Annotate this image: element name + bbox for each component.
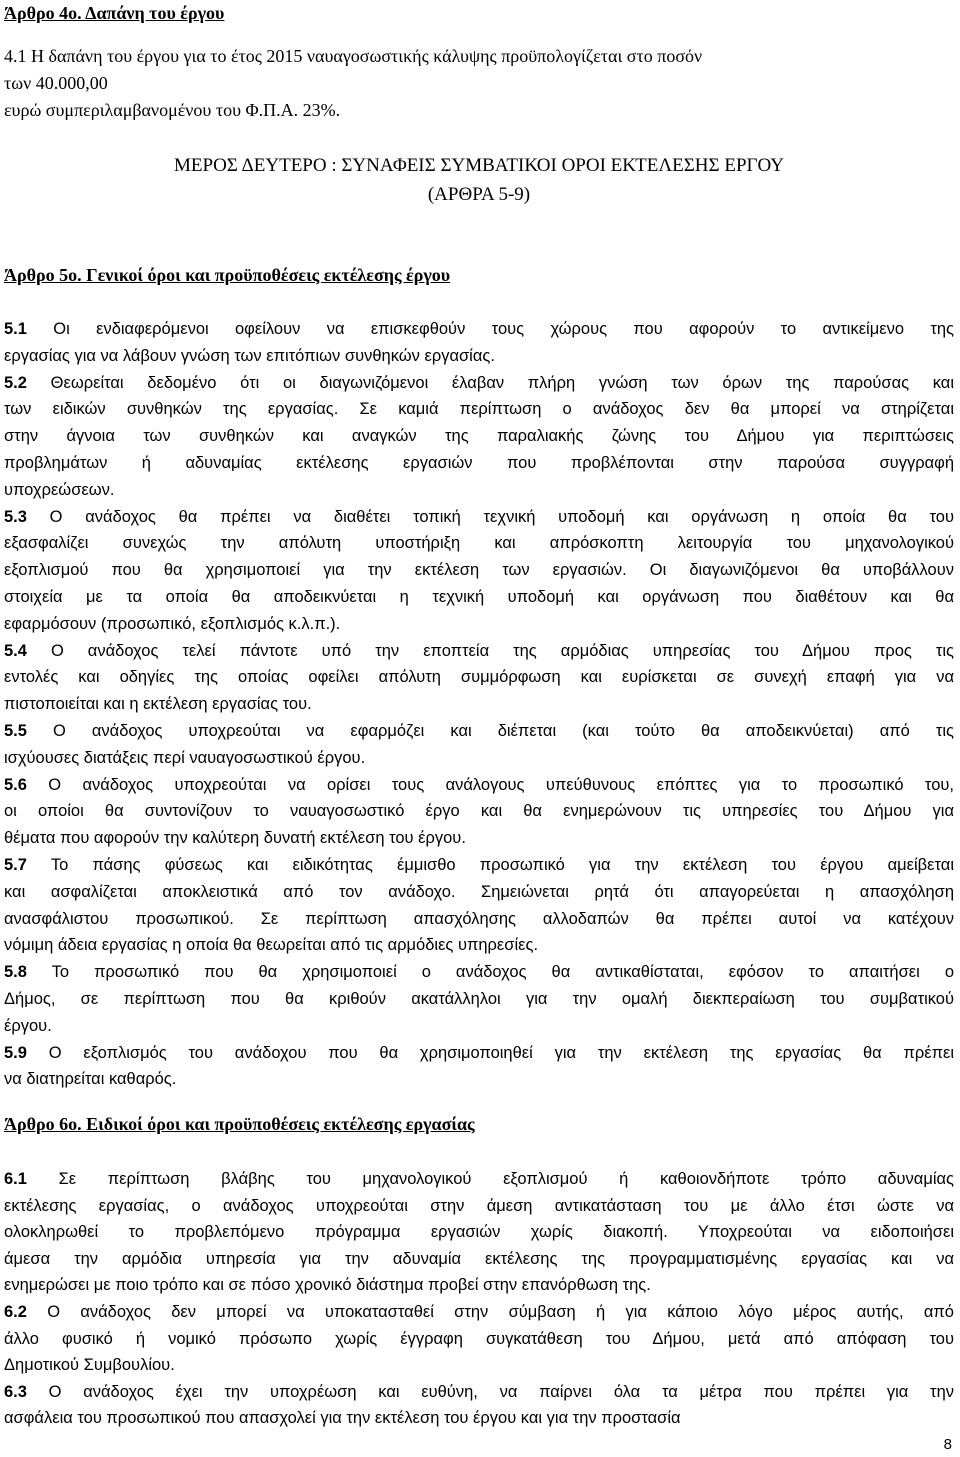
paragraph-text: και ασφαλίζεται αποκλειστικά από τον ανάδοχο. Σημειώνεται ρητά ότι απαγορεύεται η απασχόληση — [4, 882, 954, 901]
paragraph-text: νόμιμη άδεια εργασίας η οποία θα θεωρείται από τις αρμόδιες υπηρεσίες. — [4, 936, 539, 955]
paragraph-text: οι οποίοι θα συντονίζουν το ναυαγοσωστικό έργο και θα ενημερώνουν τις υπηρεσίες του Δήμου για — [4, 802, 954, 821]
paragraph-text: εντολές και οδηγίες της οποίας οφείλει απόλυτη συμμόρφωση και ευρίσκεται σε συνεχή επαφή για να — [4, 668, 954, 687]
paragraph-text: Ο ανάδοχος δεν μπορεί να υποκατασταθεί στην σύμβαση ή για κάποιο λόγο μέρος αυτής, από — [26, 1303, 954, 1321]
paragraph-text: Ο ανάδοχος υποχρεούται να ορίσει τους ανάλογους υπεύθυνους επόπτες για το προσωπικό του, — [26, 775, 954, 794]
paragraph-text: Δημοτικού Συμβουλίου. — [4, 1356, 175, 1375]
paragraph-line — [4, 772, 954, 799]
paragraph-text: ισχύουσες διατάξεις περί ναυαγοσωστικού έργου. — [4, 748, 366, 767]
paragraph-line — [4, 1405, 681, 1432]
paragraph-text: θέματα που αφορούν την καλύτερη δυνατή εκτέλεση του έργου. — [4, 829, 466, 848]
paragraph-number: 5.8 — [4, 963, 27, 982]
paragraph-text: άμεσα την αρμόδια υπηρεσία για την αδυναμία εκτέλεσης της προγραμματισμένης εργασίας και να — [4, 1249, 954, 1268]
paragraph-number: 5.3 — [4, 507, 27, 526]
paragraph-text: υποχρεώσεων. — [4, 480, 115, 499]
page-number: 8 — [943, 1436, 952, 1453]
paragraph-line — [4, 959, 954, 986]
paragraph-number: 5.4 — [4, 641, 27, 660]
paragraph-number: 5.5 — [4, 722, 27, 740]
paragraph-text: άλλο φυσικό ή νομικό πρόσωπο χωρίς έγγραφη συγκατάθεση του Δήμου, μετά από απόφαση του — [4, 1329, 954, 1348]
paragraph-number: 5.6 — [4, 775, 27, 794]
paragraph-text: Θεωρείται δεδομένο ότι οι διαγωνιζόμενοι έλαβαν πλήρη γνώση των όρων της παρούσας και — [26, 373, 954, 392]
paragraph-text: Ο ανάδοχος θα πρέπει να διαθέτει τοπική τεχνική υποδομή και οργάνωση η οποία θα του — [26, 507, 954, 526]
paragraph-line — [4, 691, 312, 718]
paragraph-line — [4, 530, 954, 557]
paragraph-text: εφαρμόσουν (προσωπικό, εξοπλισμός κ.λ.π.). — [4, 614, 341, 633]
paragraph-4-1-line: 4.1 Η δαπάνη του έργου για το έτος 2015 ναυαγοσωστικής κάλυψης προϋπολογίζεται στο ποσόν — [4, 46, 703, 66]
paragraph-text: Ο ανάδοχος υποχρεούται να εφαρμόζει και διέπεται (και τούτο θα αποδεικνύεται) από τις — [26, 722, 954, 740]
paragraph-text: των ειδικών συνθηκών της εργασίας. Σε καμιά περίπτωση ο ανάδοχος δεν θα μπορεί να στηρίζεται — [4, 400, 954, 419]
paragraph-line — [4, 396, 954, 423]
paragraph-line — [4, 557, 954, 584]
paragraph-text: να διατηρείται καθαρός. — [4, 1070, 177, 1089]
article-6-heading: Άρθρο 6ο. Ειδικοί όροι και προϋποθέσεις εκτέλεσης εργασίας — [4, 1114, 475, 1134]
paragraph-text: Δήμος, σε περίπτωση που θα κριθούν ακατάλληλοι για την ομαλή διεκπεραίωση του συμβατικού — [4, 990, 954, 1008]
paragraph-line — [4, 798, 954, 825]
paragraph-line — [4, 1352, 175, 1379]
paragraph-text: ανασφάλιστου προσωπικού. Σε περίπτωση απασχόλησης αλλοδαπών θα πρέπει αυτοί να κατέχουν — [4, 909, 954, 928]
paragraph-line — [4, 718, 954, 745]
paragraph-line — [4, 316, 954, 343]
paragraph-text: πιστοποιείται και η εκτέλεση εργασίας του. — [4, 695, 312, 714]
paragraph-line — [4, 584, 954, 611]
paragraph-line — [4, 852, 954, 879]
article-4-heading: Άρθρο 4ο. Δαπάνη του έργου — [4, 3, 225, 23]
paragraph-text: Σε περίπτωση βλάβης του μηχανολογικού εξοπλισμού ή καθοιονδήποτε τρόπο αδυναμίας — [26, 1170, 954, 1188]
paragraph-number: 6.3 — [4, 1382, 27, 1401]
paragraph-number: 5.2 — [4, 373, 27, 392]
paragraph-text: στοιχεία με τα οποία θα αποδεικνύεται η τεχνική υποδομή και οργάνωση που διαθέτουν και θα — [4, 588, 954, 606]
paragraph-line — [4, 611, 340, 638]
paragraph-line — [4, 477, 114, 504]
part-title: ΜΕΡΟΣ ΔΕΥΤΕΡΟ : ΣΥΝΑΦΕΙΣ ΣΥΜΒΑΤΙΚΟΙ ΟΡΟΙ ΕΚΤΕΛΕΣΗΣ ΕΡΓΟΥ — [174, 155, 784, 176]
paragraph-text: Ο ανάδοχος τελεί πάντοτε υπό την εποπτεία της αρμόδιας υπηρεσίας του Δήμου προς τις — [26, 641, 954, 660]
part-subtitle: (ΑΡΘΡΑ 5-9) — [427, 184, 531, 205]
article-5-heading: Άρθρο 5ο. Γενικοί όροι και προϋποθέσεις εκτέλεσης έργου — [4, 265, 451, 285]
paragraph-line — [4, 1326, 954, 1353]
paragraph-line — [4, 370, 954, 397]
paragraph-line — [4, 638, 954, 665]
paragraph-line — [4, 1166, 954, 1193]
paragraph-line — [4, 343, 495, 370]
paragraph-line — [4, 1272, 651, 1299]
paragraph-number: 5.9 — [4, 1043, 27, 1062]
paragraph-line — [4, 450, 954, 477]
paragraph-text: ασφάλεια του προσωπικού που απασχολεί για την εκτέλεση του έργου και για την προστασία — [4, 1409, 681, 1428]
paragraph-line — [4, 1299, 954, 1326]
paragraph-text: εξοπλισμού που θα χρησιμοποιεί για την εκτέλεση των εργασιών. Οι διαγωνιζόμενοι θα υποβάλλουν — [4, 561, 954, 580]
paragraph-4-1-line: των 40.000,00 — [4, 73, 108, 93]
paragraph-4-1-line: ευρώ συμπεριλαμβανομένου του Φ.Π.Α. 23%. — [4, 100, 341, 120]
paragraph-line — [4, 1246, 954, 1273]
paragraph-text: έργου. — [4, 1016, 52, 1035]
paragraph-number: 6.1 — [4, 1170, 27, 1188]
paragraph-text: ενημερώσει με ποιο τρόπο και σε πόσο χρονικό διάστημα προβεί στην επανόρθωση της. — [4, 1276, 651, 1295]
paragraph-text: Ο εξοπλισμός του ανάδοχου που θα χρησιμοποιηθεί για την εκτέλεση της εργασίας θα πρέπει — [26, 1043, 954, 1062]
paragraph-text: Οι ενδιαφερόμενοι οφείλουν να επισκεφθούν τους χώρους που αφορούν το αντικείμενο της — [26, 320, 954, 338]
paragraph-line — [4, 664, 954, 691]
paragraph-line — [4, 879, 954, 906]
paragraph-line — [4, 1219, 954, 1246]
paragraph-text: εκτέλεσης εργασίας, ο ανάδοχος υποχρεούται στην άμεση αντικατάσταση του με άλλο έτσι ώστε να — [4, 1196, 954, 1215]
paragraph-line — [4, 825, 466, 852]
paragraph-line — [4, 906, 954, 933]
paragraph-line — [4, 745, 365, 772]
paragraph-text: προβλημάτων ή αδυναμίας εκτέλεσης εργασιών που προβλέπονται στην παρούσα συγγραφή — [4, 454, 954, 472]
paragraph-line — [4, 504, 954, 531]
paragraph-text: στην άγνοια των συνθηκών και αναγκών της παραλιακής ζώνης του Δήμου για περιπτώσεις — [4, 427, 954, 446]
paragraph-number: 5.7 — [4, 856, 27, 874]
paragraph-text: εργασίας για να λάβουν γνώση των επιτόπιων συνθηκών εργασίας. — [4, 346, 495, 365]
paragraph-number: 6.2 — [4, 1303, 27, 1321]
paragraph-number: 5.1 — [4, 320, 27, 338]
paragraph-text: εξασφαλίζει συνεχώς την απόλυτη υποστήριξη και απρόσκοπτη λειτουργία του μηχανολογικού — [4, 534, 954, 553]
paragraph-text: Το προσωπικό που θα χρησιμοποιεί ο ανάδοχος θα αντικαθίσταται, εφόσον το απαιτήσει ο — [26, 963, 954, 982]
paragraph-line — [4, 1040, 954, 1067]
paragraph-text: Ο ανάδοχος έχει την υποχρέωση και ευθύνη, να παίρνει όλα τα μέτρα που πρέπει για την — [26, 1382, 954, 1401]
paragraph-text: Το πάσης φύσεως και ειδικότητας έμμισθο προσωπικό για την εκτέλεση του έργου αμείβεται — [26, 856, 954, 874]
paragraph-line — [4, 423, 954, 450]
paragraph-line — [4, 986, 954, 1013]
paragraph-line — [4, 932, 538, 959]
paragraph-line — [4, 1193, 954, 1220]
paragraph-line — [4, 1379, 954, 1406]
paragraph-line — [4, 1013, 52, 1040]
paragraph-text: ολοκληρωθεί το προβλεπόμενο πρόγραμμα εργασιών χωρίς διακοπή. Υποχρεούται να ειδοποιήσει — [4, 1223, 954, 1242]
paragraph-line — [4, 1066, 176, 1093]
